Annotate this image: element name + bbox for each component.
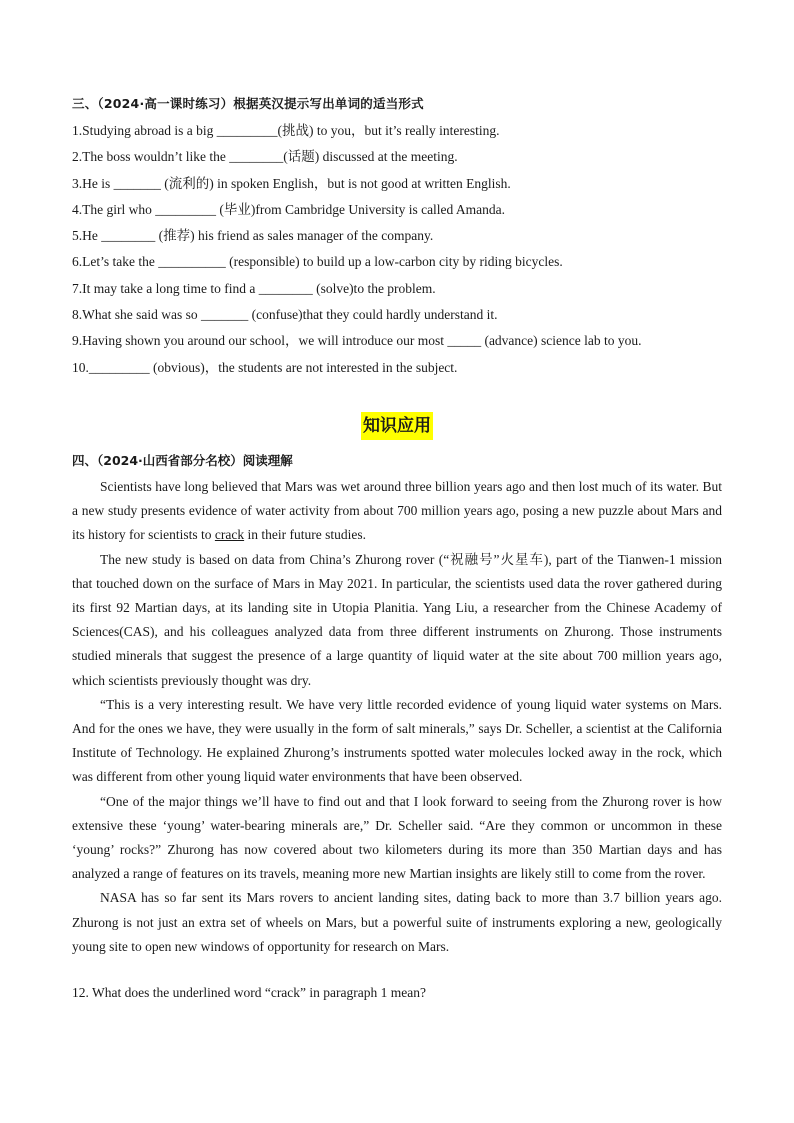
- underlined-word: crack: [214, 527, 245, 543]
- passage-paragraph-2: The new study is based on data from China’s Zhurong rover (“祝融号”火星车), part of the Tianwen-1 mission that touched down on the surface of Mars in May 2021. In particular, the scientists used data the rover gathered during its first 92 Martian days, at its landing site in Utopia Planitia. Yang Liu, a researcher from the Chinese Academy of Sciences(CAS), and his colleagues analyzed data from three different instruments on Zhurong. Those instruments studied minerals that suggest the presence of a large quantity of liquid water at the site about 700 million years ago, which scientists previously thought was dry.: [72, 551, 722, 688]
- passage-paragraph-4: “One of the major things we’ll have to find out and that I look forward to seeing from the Zhurong rover is how extensive these ‘young’ water-bearing minerals are,” Dr. Scheller said. “Are they common or uncommon in these ‘young’ rocks?” Zhurong has now covered about two kilometers during its more than 350 Martian days and has analyzed a range of features on its travels, meaning more new Martian insights are likely still to come from the rover.: [72, 793, 722, 882]
- exercise-item: 5.He ________ (推荐) his friend as sales manager of the company.: [72, 228, 434, 244]
- banner-title: 知识应用: [361, 412, 433, 440]
- exercise-item: 2.The boss wouldn’t like the ________(话题) discussed at the meeting.: [72, 149, 458, 165]
- reading-passage: [72, 475, 722, 959]
- question-12: 12. What does the underlined word “crack” in paragraph 1 mean?: [72, 985, 426, 1000]
- exercise-item: 6.Let’s take the __________ (responsible) to build up a low-carbon city by riding bicycles.: [72, 254, 563, 270]
- section-3-heading: 三、（2024·高一课时练习）根据英汉提示写出单词的适当形式: [72, 96, 424, 111]
- passage-paragraph-1: [72, 475, 722, 548]
- fill-in-exercise-list: [72, 118, 732, 381]
- exercise-item: 7.It may take a long time to find a ________ (solve)to the problem.: [72, 280, 436, 296]
- paragraph-text: Scientists have long believed that Mars was wet around three billion years ago and then lost much of its water. But a new study presents evidence of water activity from about 700 million years ago, posing a new puzzle about Mars and its history for scientists to: [72, 479, 722, 543]
- exercise-item: 9.Having shown you around our school，we will introduce our most _____ (advance) science lab to you.: [72, 333, 642, 349]
- section-banner: [0, 412, 794, 440]
- passage-paragraph-5: NASA has so far sent its Mars rovers to ancient landing sites, dating back to more than 3.7 billion years ago. Zhurong is not just an extra set of wheels on Mars, but a powerful suite of instruments exploring a new, geologically young site to open new windows of opportunity for research on Mars.: [72, 890, 722, 954]
- exercise-item: 10._________ (obvious)，the students are not interested in the subject.: [72, 359, 458, 375]
- exercise-item: 3.He is _______ (流利的) in spoken English，but is not good at written English.: [72, 175, 511, 191]
- section-4-heading: 四、（2024·山西省部分名校）阅读理解: [72, 453, 293, 468]
- passage-paragraph-3: “This is a very interesting result. We have very little recorded evidence of young liquid water systems on Mars. And for the ones we have, they were usually in the form of salt minerals,” says Dr. Scheller, a scientist at the California Institute of Technology. He explained Zhurong’s instruments spotted water molecules locked away in the rock, which was different from other young liquid water environments that have been observed.: [72, 696, 722, 785]
- exercise-item: 1.Studying abroad is a big _________(挑战) to you，but it’s really interesting.: [72, 123, 500, 138]
- paragraph-text: in their future studies.: [244, 527, 366, 543]
- exercise-item: 8.What she said was so _______ (confuse)that they could hardly understand it.: [72, 307, 498, 323]
- exercise-item: 4.The girl who _________ (毕业)from Cambridge University is called Amanda.: [72, 201, 506, 217]
